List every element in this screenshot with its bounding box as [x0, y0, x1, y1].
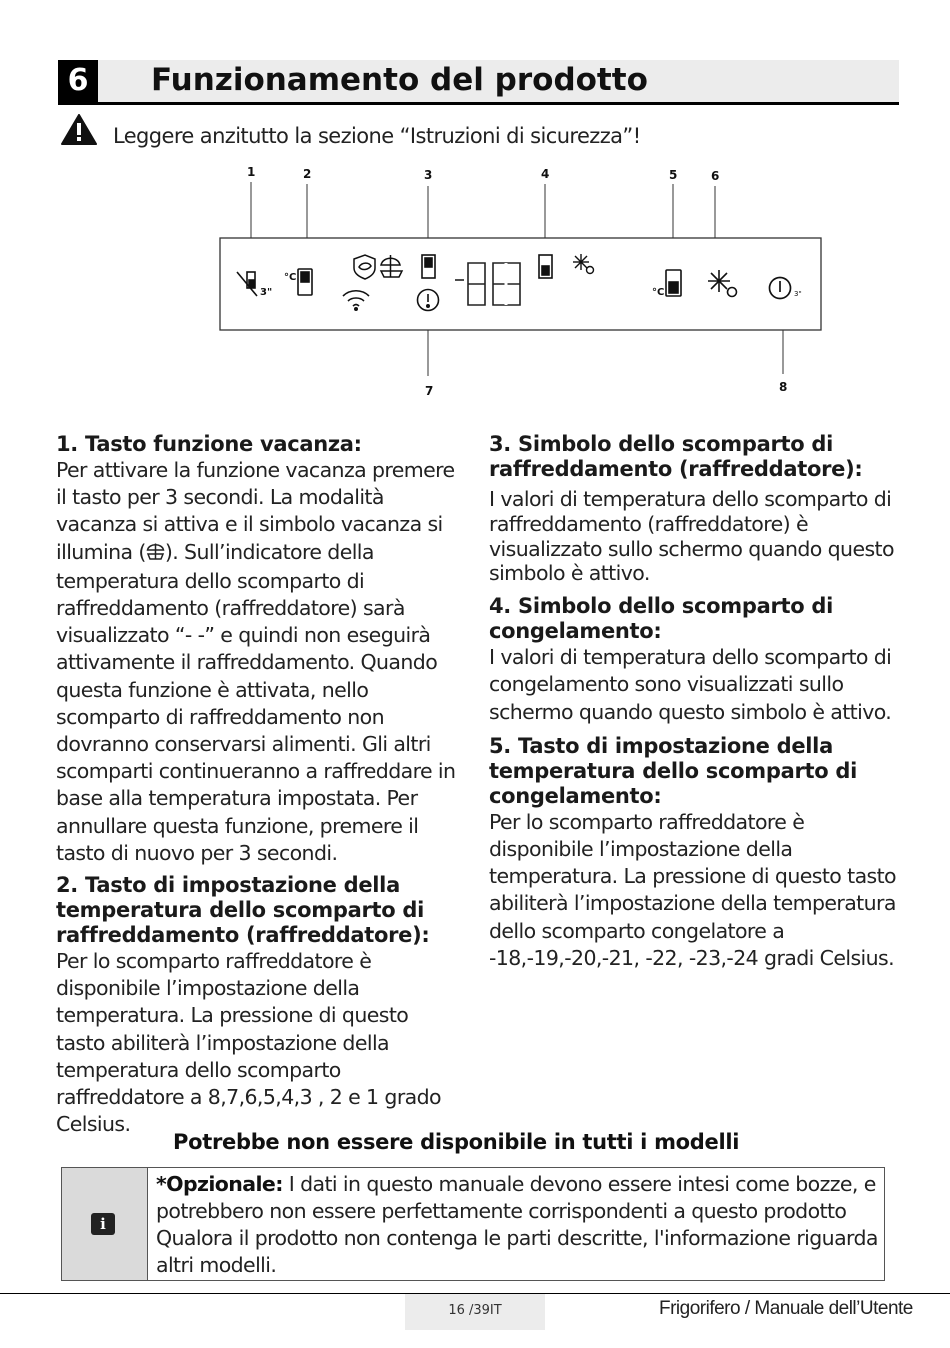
item-1-title: 1. Tasto funzione vacanza: — [56, 432, 362, 456]
left-column — [56, 432, 456, 1144]
note-body: I dati in questo manuale devono essere intesi come bozze, e potrebbero non essere perfettamente corrispondenti a questo prodotto Qualora il prodotto non contenga le parti descritte, l'informazione riguarda altri modelli. — [156, 1172, 878, 1277]
control-panel-diagram — [215, 160, 835, 405]
vacation-umbrella-icon — [146, 541, 165, 568]
note-text — [156, 1171, 886, 1279]
section-rule — [58, 102, 899, 105]
warning-triangle-icon — [61, 114, 97, 150]
page-title: Funzionamento del prodotto — [151, 62, 648, 98]
svg-text:3": 3" — [260, 287, 273, 298]
callout-3: 3 — [424, 168, 433, 182]
item-5-title: 5. Tasto di impostazione della temperatura dello scomparto di congelamento: — [489, 733, 858, 808]
svg-text:°C: °C — [284, 272, 297, 283]
availability-note: Potrebbe non essere disponibile in tutti i modelli — [173, 1130, 740, 1154]
item-2-body: Per lo scomparto raffreddatore è disponibile l’impostazione della temperatura. La pressione di questo tasto abiliterà l’impostazione della temperatura dello scomparto raffreddatore a 8,7,6,5,4,3 , 2 e 1 grado Celsius. — [56, 949, 441, 1137]
section-number: 6 — [58, 60, 98, 102]
callout-5: 5 — [669, 168, 678, 182]
callout-8: 8 — [779, 380, 788, 394]
item-3-body: I valori di temperatura dello scomparto di raffreddamento (raffreddatore) è visualizzato sullo schermo quando questo simbolo è attivo. — [489, 487, 894, 586]
item-3-title: 3. Simbolo dello scomparto di raffreddamento (raffreddatore): — [489, 432, 863, 481]
page-number: 16 /39IT — [405, 1294, 545, 1330]
warning-text: Leggere anzitutto la sezione “Istruzioni di sicurezza”! — [113, 124, 641, 148]
panel-drawing — [215, 160, 835, 405]
right-column — [489, 432, 899, 980]
item-4-title: 4. Simbolo dello scomparto di congelamento: — [489, 594, 834, 644]
item-2-title: 2. Tasto di impostazione della temperatura dello scomparto di raffreddamento (raffreddatore): — [56, 873, 430, 948]
footer-title: Frigorifero / Manuale dell’Utente — [659, 1298, 913, 1319]
note-box — [61, 1167, 885, 1281]
info-icon: i — [91, 1213, 115, 1235]
note-sidebar — [62, 1168, 148, 1280]
svg-text:°C: °C — [652, 287, 665, 298]
note-label: *Opzionale: — [156, 1172, 283, 1196]
svg-text:3": 3" — [794, 290, 802, 298]
callout-7: 7 — [425, 384, 434, 398]
item-5-body: Per lo scomparto raffreddatore è disponibile l’impostazione della temperatura. La pressione di questo tasto abiliterà l’impostazione della temperatura dello scomparto congelatore a -18,-19,-20,-21, -22, -23,-24 gradi Celsius. — [489, 809, 896, 970]
item-1-body: Per attivare la funzione vacanza premere il tasto per 3 secondi. La modalità vacanza si attiva e il simbolo vacanza si illumina ( ). Sull’indicatore della temperatura dello scomparto di raffreddamento (raffreddatore) sarà visualizzato “- -” e quindi non eseguirà attivamente il raffreddamento. Quando questa funzione è attivata, nello scomparto di raffreddamento non dovranno conservarsi alimenti. Gli altri scomparti continueranno a raffreddare in base alla temperatura impostata. Per annullare questa funzione, premere il tasto di nuovo per 3 secondi. — [56, 458, 456, 865]
callout-6: 6 — [711, 169, 720, 183]
callout-4: 4 — [541, 167, 550, 181]
callout-1: 1 — [247, 165, 256, 179]
callout-2: 2 — [303, 167, 312, 181]
item-4-body: I valori di temperatura dello scomparto di congelamento sono visualizzati sullo schermo quando questo simbolo è attivo. — [489, 645, 892, 724]
